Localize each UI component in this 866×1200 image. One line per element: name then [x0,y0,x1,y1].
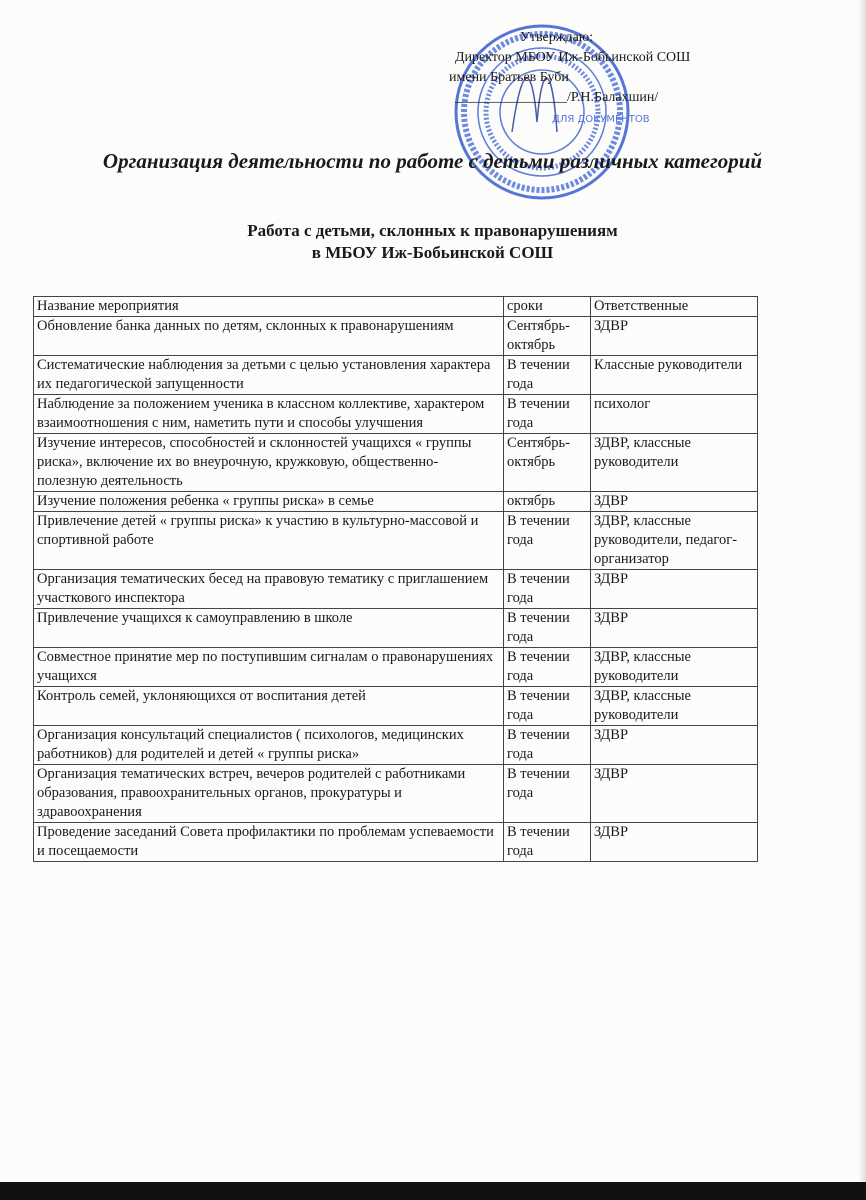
cell-responsible: ЗДВР, классные руководители [591,687,758,726]
cell-responsible: ЗДВР [591,609,758,648]
header-activity: Название мероприятия [34,297,504,317]
cell-activity: Наблюдение за положением ученика в классном коллективе, характером взаимоотношения с ним, наметить пути и способы улучшения [34,395,504,434]
cell-responsible: ЗДВР [591,317,758,356]
cell-activity: Организация тематических бесед на правовую тематику с приглашением участкового инспектора [34,570,504,609]
cell-activity: Изучение положения ребенка « группы риска» в семье [34,492,504,512]
table-row [34,317,758,356]
cell-responsible: ЗДВР [591,570,758,609]
cell-dates: В течении года [504,395,591,434]
cell-activity: Организация консультаций специалистов ( психологов, медицинских работников) для родителей и детей « группы риска» [34,726,504,765]
cell-responsible: ЗДВР [591,823,758,862]
activities-table [33,296,758,862]
approval-school: имени Братьев Буби [449,70,569,85]
cell-dates: Сентябрь-октябрь [504,317,591,356]
cell-responsible: ЗДВР, классные руководители [591,648,758,687]
approval-heading: Утверждаю: [520,30,594,45]
cell-dates: В течении года [504,512,591,570]
document-title: Организация деятельности по работе с детьми различных категорий [102,149,763,173]
header-responsible: Ответственные [591,297,758,317]
approval-block [449,28,691,108]
cell-activity: Проведение заседаний Совета профилактики по проблемам успеваемости и посещаемости [34,823,504,862]
stamp-text: ДЛЯ ДОКУМЕНТОВ [552,114,650,125]
cell-dates: В течении года [504,570,591,609]
cell-dates: В течении года [504,726,591,765]
cell-responsible: ЗДВР [591,726,758,765]
table-row [34,823,758,862]
table-row [34,648,758,687]
table-row [34,492,758,512]
approval-position: Директор МБОУ Иж-Бобьинской СОШ [455,50,691,65]
cell-dates: В течении года [504,609,591,648]
table-row [34,434,758,492]
cell-dates: В течении года [504,823,591,862]
scan-edge [858,0,866,1200]
cell-responsible: психолог [591,395,758,434]
cell-activity: Обновление банка данных по детям, склонных к правонарушениям [34,317,504,356]
cell-activity: Организация тематических встреч, вечеров родителей с работниками образования, правоохранительных органов, прокуратуры и здравоохранения [34,765,504,823]
cell-responsible: ЗДВР, классные руководители, педагог- организатор [591,512,758,570]
cell-dates: В течении года [504,648,591,687]
table-row [34,356,758,395]
table-row [34,765,758,823]
subtitle-line-1: Работа с детьми, склонных к правонарушениям [247,221,618,240]
cell-dates: В течении года [504,356,591,395]
document-subtitle [60,220,805,264]
table-header-row [34,297,758,317]
table-row [34,512,758,570]
cell-dates: В течении года [504,687,591,726]
cell-activity: Совместное принятие мер по поступившим сигналам о правонарушениях учащихся [34,648,504,687]
header-dates: сроки [504,297,591,317]
cell-activity: Изучение интересов, способностей и склонностей учащихся « группы риска», включение их во внеурочную, кружковую, общественно- полезную деятельность [34,434,504,492]
cell-responsible: ЗДВР [591,765,758,823]
cell-dates: Сентябрь-октябрь [504,434,591,492]
subtitle-line-2: в МБОУ Иж-Бобьинской СОШ [311,243,554,262]
cell-activity: Привлечение учащихся к самоуправлению в школе [34,609,504,648]
cell-activity: Контроль семей, уклоняющихся от воспитания детей [34,687,504,726]
table-row [34,570,758,609]
cell-responsible: Классные руководители [591,356,758,395]
scan-bottom-edge [0,1182,866,1200]
table-row [34,687,758,726]
cell-activity: Привлечение детей « группы риска» к участию в культурно-массовой и спортивной работе [34,512,504,570]
cell-activity: Систематические наблюдения за детьми с целью установления характера их педагогической запущенности [34,356,504,395]
table-row [34,726,758,765]
cell-responsible: ЗДВР [591,492,758,512]
table-row [34,395,758,434]
table-row [34,609,758,648]
cell-responsible: ЗДВР, классные руководители [591,434,758,492]
cell-dates: октябрь [504,492,591,512]
approval-signature: ________________/Р.Н.Балахшин/ [455,90,659,105]
cell-dates: В течении года [504,765,591,823]
